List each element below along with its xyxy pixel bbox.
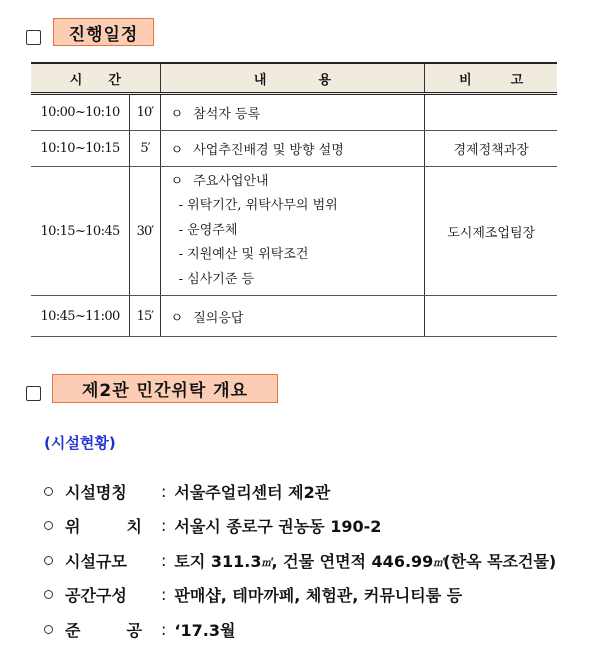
schedule-table	[31, 62, 557, 337]
fact-label	[65, 549, 161, 572]
minutes-cell: 15′	[130, 296, 160, 337]
fact-value	[174, 549, 556, 572]
label-text: 공간구성	[65, 586, 127, 606]
checkbox-icon	[26, 30, 41, 45]
fact-value: 판매샵, 테마까페, 체험관, 커뮤니티룸 등	[174, 586, 463, 606]
content-text: 참석자 등록	[193, 107, 261, 122]
time-cell: 10:15~10:45	[31, 167, 130, 296]
value-text: (한옥 목조건물)	[443, 551, 557, 571]
fact-item	[44, 612, 556, 647]
colon: :	[161, 619, 167, 639]
facility-facts-list	[44, 474, 556, 647]
sub-item: - 심사기준 등	[178, 271, 255, 287]
colon: :	[161, 550, 167, 570]
circle-bullet-icon	[44, 625, 53, 634]
fact-item	[44, 578, 556, 613]
fact-value: ‘17.3월	[174, 620, 236, 640]
colon: :	[161, 481, 167, 501]
header-note: 비 고	[425, 63, 557, 94]
label-text: 위	[65, 517, 81, 537]
fact-value: 서울시 종로구 권농동 190-2	[174, 517, 382, 537]
label-text: 시설명칭	[65, 482, 127, 502]
circle-bullet-icon	[44, 590, 53, 599]
square-meter-unit: ㎡	[433, 557, 444, 569]
header-time: 시 간	[31, 63, 160, 94]
fact-item	[44, 543, 556, 578]
colon: :	[161, 585, 167, 605]
minutes-cell: 30′	[130, 167, 160, 296]
circle-bullet-icon: ㅇ	[170, 143, 184, 158]
note-cell: 경제정책과장	[425, 131, 557, 167]
value-text: , 건물 연면적 446.99	[271, 551, 434, 571]
minutes-cell: 5′	[130, 131, 160, 167]
fact-item	[44, 509, 556, 544]
header-content: 내 용	[160, 63, 425, 94]
section-heading-overview	[26, 374, 278, 403]
minutes-cell: 10′	[130, 94, 160, 131]
sub-item: - 지원예산 및 위탁조건	[178, 247, 309, 263]
note-cell	[425, 94, 557, 131]
fact-label	[65, 480, 161, 503]
circle-bullet-icon: ㅇ	[170, 173, 184, 189]
label-text: 시설규모	[65, 551, 127, 571]
note-cell	[425, 296, 557, 337]
table-row	[31, 296, 557, 337]
section-heading-schedule	[26, 18, 154, 46]
fact-label	[65, 514, 161, 537]
circle-bullet-icon	[44, 487, 53, 496]
circle-bullet-icon	[44, 521, 53, 530]
circle-bullet-icon	[44, 556, 53, 565]
sub-item: - 위탁기간, 위탁사무의 범위	[178, 198, 338, 214]
label-text: 공	[126, 620, 142, 640]
content-cell	[160, 94, 425, 131]
label-text: 치	[126, 517, 142, 537]
fact-item	[44, 474, 556, 509]
section-title-overview: 제2관 민간위탁 개요	[52, 374, 278, 403]
content-line	[171, 170, 425, 195]
label-text: 준	[65, 620, 81, 640]
circle-bullet-icon: ㅇ	[170, 310, 184, 326]
time-cell: 10:10~10:15	[31, 131, 130, 167]
note-cell: 도시제조업팀장	[425, 167, 557, 296]
value-text: 토지 311.3	[174, 551, 262, 571]
time-cell: 10:00~10:10	[31, 94, 130, 131]
square-meter-unit: ㎡	[261, 557, 272, 569]
colon: :	[161, 516, 167, 536]
sub-item: - 운영주체	[178, 222, 238, 238]
content-cell	[160, 167, 425, 296]
section-title-schedule: 진행일정	[53, 18, 154, 46]
table-row	[31, 167, 557, 296]
content-text: 질의응답	[193, 310, 244, 326]
fact-value: 서울주얼리센터 제2관	[174, 482, 331, 502]
subheading-facility-status: (시설현황)	[44, 434, 116, 452]
fact-label	[65, 583, 161, 606]
content-cell	[160, 131, 425, 167]
content-text: 사업추진배경 및 방향 설명	[193, 143, 344, 158]
circle-bullet-icon: ㅇ	[170, 107, 184, 122]
time-cell: 10:45~11:00	[31, 296, 130, 337]
content-cell	[160, 296, 425, 337]
table-header-row	[31, 63, 557, 94]
content-text: 주요사업안내	[193, 173, 269, 189]
table-row	[31, 131, 557, 167]
checkbox-icon	[26, 386, 41, 401]
fact-label	[65, 618, 161, 641]
table-row	[31, 94, 557, 131]
